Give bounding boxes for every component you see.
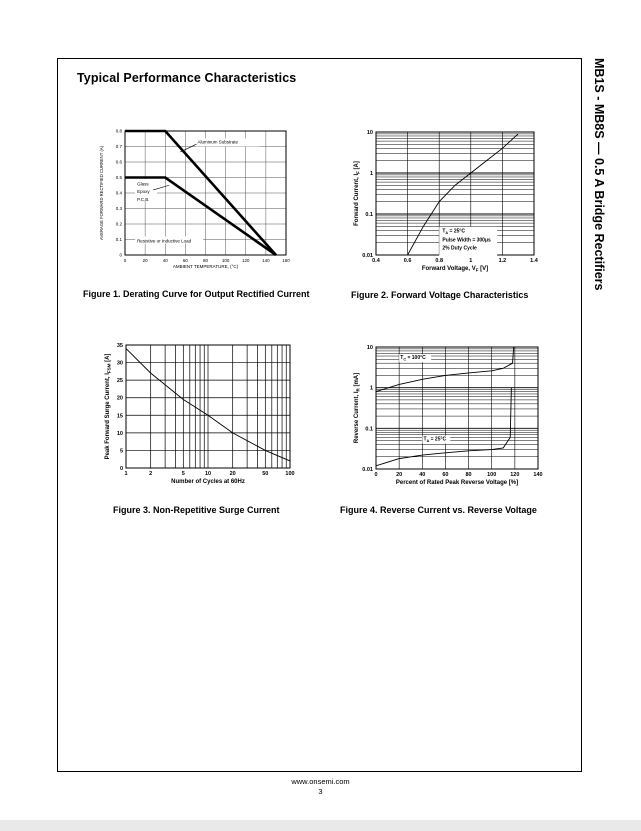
x-tick-label: 20 (229, 471, 236, 477)
y-tick-label: 0.6 (115, 159, 122, 165)
tc-100c-curve (376, 347, 514, 392)
figure-4-caption: Figure 4. Reverse Current vs. Reverse Voltage (340, 505, 537, 515)
annotation-duty: 2% Duty Cycle (442, 245, 477, 252)
y-tick-label: 0 (119, 252, 122, 258)
y-tick-label: 15 (116, 413, 123, 420)
x-tick-label: 0.8 (435, 258, 444, 264)
x-tick-label: 1 (124, 471, 128, 477)
x-tick-label: 100 (221, 258, 230, 263)
x-tick-label: 80 (465, 472, 472, 478)
x-tick-label: 120 (241, 258, 250, 263)
y-tick-label: 5 (119, 448, 123, 455)
y-tick-label: 0.1 (365, 212, 373, 218)
y-tick-label: 10 (366, 345, 373, 351)
annotation-pulse: Pulse Width = 300μs (442, 237, 491, 244)
x-tick-label: 0 (374, 472, 378, 478)
y-tick-label: 0.7 (115, 144, 122, 149)
y-tick-label: 25 (116, 378, 123, 385)
y-tick-label: 35 (116, 343, 123, 349)
figure-3-caption: Figure 3. Non-Repetitive Surge Current (113, 505, 280, 515)
figure-2-caption: Figure 2. Forward Voltage Characteristics (351, 290, 529, 300)
figure-4-chart (344, 340, 544, 492)
y-axis-label: Peak Forward Surge Current, $I_{FSM}$ [A] (105, 353, 112, 460)
x-tick-label: 20 (142, 258, 148, 263)
side-title (587, 58, 611, 318)
y-tick-label: 0.1 (115, 237, 122, 242)
x-tick-label: 60 (182, 258, 188, 263)
annotation-load: Resistive or Inductive Load (137, 238, 192, 244)
y-tick-label: 0.3 (115, 206, 122, 211)
y-tick-label: 0.8 (115, 128, 122, 134)
x-tick-label: 0.4 (372, 258, 380, 264)
section-title: Typical Performance Characteristics (77, 71, 297, 85)
figure-2-chart (344, 124, 544, 276)
y-tick-label: 0.4 (115, 190, 122, 196)
annotation-glass: Glass (137, 181, 149, 187)
footer-page-number: 3 (318, 787, 323, 796)
figure-3-chart (100, 338, 300, 493)
x-tick-label: 2 (149, 471, 153, 477)
x-tick-label: 140 (262, 258, 270, 263)
annotation-pcb: P.C.B. (137, 196, 150, 202)
x-tick-label: 140 (533, 472, 543, 478)
ta-25c-curve (376, 388, 511, 466)
x-axis-label: Forward Voltage, $V_F$ [V] (421, 266, 489, 273)
y-tick-label: 20 (116, 395, 123, 402)
x-tick-label: 120 (510, 472, 520, 478)
y-axis-label: Forward Current, $I_F$ [A] (354, 161, 361, 226)
annotation-aluminum: Aluminum Substrate (197, 139, 238, 145)
annotation-ta: $T_A = 25^\circ C$ (423, 436, 447, 443)
x-tick-label: 50 (262, 471, 269, 477)
y-axis-label: AVERAGE FORWARD RECTIFIED CURRENT (A) (99, 145, 104, 241)
y-tick-label: 0.01 (362, 467, 373, 473)
y-tick-label: 1 (369, 171, 373, 177)
y-axis-label: Reverse Current, $I_R$ [mA] (354, 372, 361, 444)
y-tick-label: 0.2 (115, 221, 122, 227)
annotation-ta: $T_A = 25^\circ C$ (442, 228, 466, 235)
y-tick-label: 0.5 (115, 175, 122, 180)
x-tick-label: 100 (285, 471, 295, 477)
annotation-leader (180, 144, 196, 152)
y-tick-label: 0.01 (362, 253, 373, 259)
y-tick-label: 30 (116, 360, 123, 367)
y-tick-label: 1 (369, 385, 373, 392)
footer-url: www.onsemi.com (291, 777, 350, 786)
figure-1-caption: Figure 1. Derating Curve for Output Rectified Current (83, 289, 310, 299)
x-tick-label: 1.4 (530, 258, 538, 264)
annotation-tc: $T_C = 100^\circ C$ (400, 355, 426, 362)
x-tick-label: 80 (202, 258, 209, 263)
viewer-bottom-strip (0, 820, 641, 831)
plot-frame (376, 347, 538, 469)
x-tick-label: 0.6 (403, 258, 412, 264)
x-tick-label: 40 (162, 258, 168, 263)
x-tick-label: 5 (181, 471, 185, 477)
x-tick-label: 1 (469, 258, 473, 264)
x-axis-label: Percent of Rated Peak Reverse Voltage [%] (395, 480, 519, 486)
x-tick-label: 60 (442, 472, 449, 478)
y-tick-label: 10 (366, 130, 373, 136)
x-tick-label: 160 (282, 258, 290, 263)
x-tick-label: 10 (204, 471, 212, 477)
y-tick-label: 0 (119, 466, 123, 472)
x-tick-label: 1.2 (498, 258, 507, 264)
x-tick-label: 20 (396, 472, 403, 478)
side-title-text: MB1S - MB8S — 0.5 A Bridge Rectifiers (592, 58, 606, 291)
x-tick-label: 0 (123, 258, 127, 263)
x-axis-label: AMBIENT TEMPERATURE, (°C) (172, 264, 239, 269)
y-tick-label: 0.1 (365, 426, 373, 433)
x-axis-label: Number of Cycles at 60Hz (171, 479, 245, 485)
y-tick-label: 10 (116, 430, 123, 437)
annotation-epoxy: Epoxy (137, 189, 150, 194)
figure-1-chart (92, 122, 297, 282)
x-tick-label: 100 (487, 472, 497, 478)
x-tick-label: 40 (419, 472, 426, 478)
